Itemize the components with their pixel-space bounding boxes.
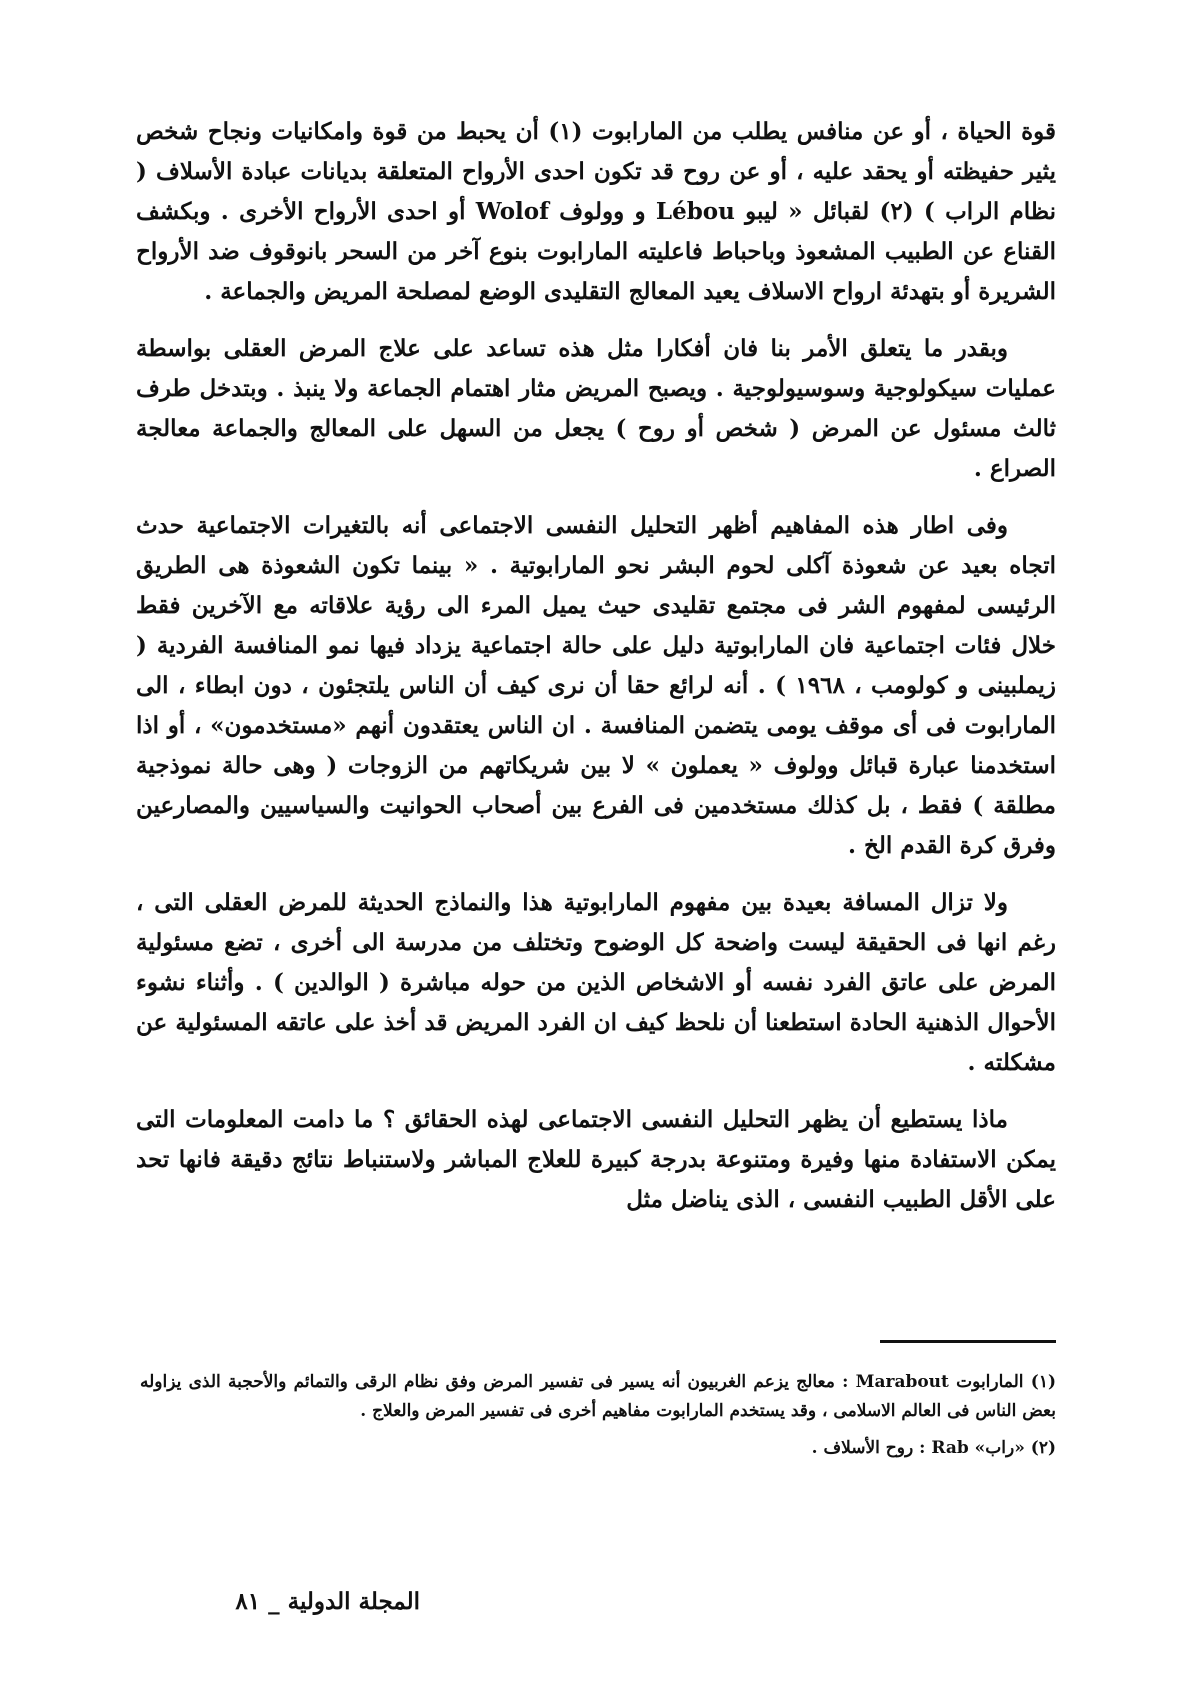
paragraph-5: ماذا يستطيع أن يظهر التحليل النفسى الاجتماعى لهذه الحقائق ؟ ما دامت المعلومات التى يمكن الاستفادة منها وفيرة ومتنوعة بدرجة كبيرة للعلاج المباشر ولاستنباط نتائج دقيقة فانها تحد على الأقل الطبيب النفسى ، الذى يناضل مثل	[136, 1106, 1056, 1213]
page-footer: المجلة الدولية _ ٨١	[235, 1588, 420, 1615]
footnote-2: (٢) «راب» Rab : روح الأسلاف .	[811, 1438, 1056, 1458]
body-text	[136, 112, 1056, 1237]
paragraph-1: قوة الحياة ، أو عن منافس يطلب من المارابوت (١) أن يحبط من قوة وامكانيات ونجاح شخص يثير حفيظته أو يحقد عليه ، أو عن روح قد تكون احدى الأرواح المتعلقة بديانات عبادة الأسلاف ( نظام الراب ) (٢) لقبائل « ليبو Lébou و وولوف Wolof أو احدى الأرواح الأخرى . وبكشف القناع عن الطبيب المشعوذ وباحباط فاعليته المارابوت بنوع آخر من السحر بانوقوف ضد الأرواح الشريرة أو بتهدئة ارواح الاسلاف يعيد المعالج التقليدى الوضع لمصلحة المريض والجماعة .	[136, 118, 1056, 305]
footnotes	[140, 1368, 1056, 1471]
paragraph-3: وفى اطار هذه المفاهيم أظهر التحليل النفسى الاجتماعى أنه بالتغيرات الاجتماعية حدث اتجاه بعيد عن شعوذة آكلى لحوم البشر نحو المارابوتية . « بينما تكون الشعوذة هى الطريق الرئيسى لمفهوم الشر فى مجتمع تقليدى حيث يميل المرء الى رؤية علاقاته مع الآخرين فقط خلال فئات اجتماعية فان المارابوتية دليل على حالة اجتماعية يزداد فيها نمو المنافسة الفردية ( زيملبينى و كولومب ، ١٩٦٨ ) . أنه لرائع حقا أن نرى كيف أن الناس يلتجئون ، دون ابطاء ، الى المارابوت فى أى موقف يومى يتضمن المنافسة . ان الناس يعتقدون أنهم «مستخدمون» ، أو اذا استخدمنا عبارة قبائل وولوف « يعملون » لا بين شريكاتهم من الزوجات ( وهى حالة نموذجية مطلقة ) فقط ، بل كذلك مستخدمين فى الفرع بين أصحاب الحوانيت والسياسيين والمصارعين وفرق كرة القدم الخ .	[136, 512, 1056, 859]
paragraph-2: وبقدر ما يتعلق الأمر بنا فان أفكارا مثل هذه تساعد على علاج المرض العقلى بواسطة عمليات سيكولوجية وسوسيولوجية . ويصبح المريض مثار اهتمام الجماعة ولا ينبذ . وبتدخل طرف ثالث مسئول عن المرض ( شخص أو روح ) يجعل من السهل على المعالج والجماعة معالجة الصراع .	[136, 335, 1057, 482]
paragraph-4: ولا تزال المسافة بعيدة بين مفهوم المارابوتية هذا والنماذج الحديثة للمرض العقلى التى ، رغم انها فى الحقيقة ليست واضحة كل الوضوح وتختلف من مدرسة الى أخرى ، تضع مسئولية المرض على عاتق الفرد نفسه أو الاشخاص الذين من حوله مباشرة ( الوالدين ) . وأثناء نشوء الأحوال الذهنية الحادة استطعنا أن نلحظ كيف ان الفرد المريض قد أخذ على عاتقه المسئولية عن مشكلته .	[136, 889, 1056, 1076]
footnote-separator	[880, 1340, 1056, 1343]
footnote-1: (١) المارابوت Marabout : معالج يزعم الغربيون أنه يسير فى تفسير المرض وفق نظام الرقى والتمائم والأحجبة الذى يزاوله بعض الناس فى العالم الاسلامى ، وقد يستخدم المارابوت مفاهيم أخرى فى تفسير المرض والعلاج .	[140, 1372, 1056, 1421]
